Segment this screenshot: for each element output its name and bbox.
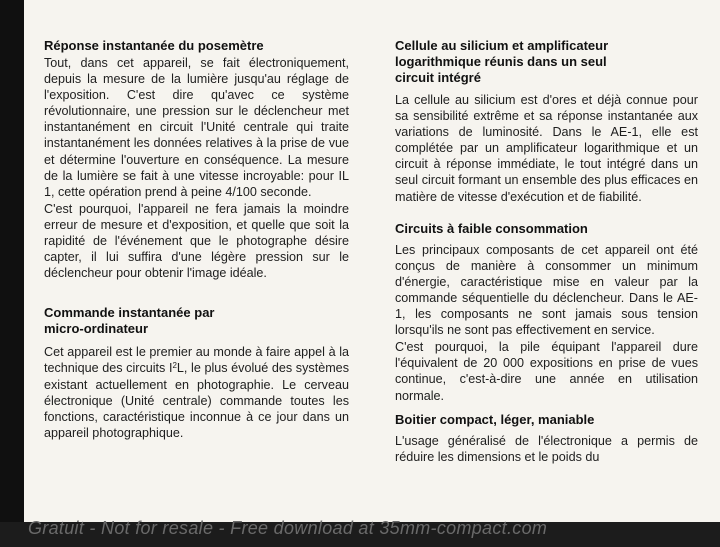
paragraph: L'usage généralisé de l'électronique a permis de réduire les dimensions et le poids du [395,433,698,464]
paragraph: La cellule au silicium est d'ores et déjà connue pour sa sensibilité extrême et sa réponse instantanée aux variations de luminosité. Dans le AE-1, elle est complétée par un amplificateur logarithmique et un circuit à réponse immédiate, le tout intégré dans un seul circuit formant un ensemble des plus efficaces en matière de vitesse d'exécution et de fiabilité. [395,93,698,204]
paragraph: Les principaux composants de cet appareil ont été conçus de manière à consommer un minimum d'énergie, caractéristique mise en valeur par la commande séquentielle du déclencheur. Dans le AE-1, les composants ne sont jamais sous tension lorsqu'ils ne sont pas effectivement en service. [395,242,698,338]
heading-line: Cellule au silicium et amplificateur [395,38,609,53]
paragraph [44,344,349,441]
watermark: Gratuit - Not for resale - Free download at 35mm-compact.com [28,518,548,538]
scan-edge [0,0,24,547]
text-run: L, le plus évolué des systèmes existant actuellement en photographie. Le cerveau électronique (Unité centrale) commande toutes les fonctions, caractéristique inconnue à ce jour dans un appareil photographique. [44,361,349,440]
section-heading: Boitier compact, léger, maniable [395,411,595,427]
heading-line: logarithmique réunis dans un seul [395,54,607,69]
text-run: Cet appareil est le premier au monde à faire appel à la technique des circuits I [44,345,349,376]
left-column [44,38,349,441]
section-heading: Circuits à faible consommation [395,220,588,236]
heading-line: micro-ordinateur [44,321,149,337]
section-heading [44,305,349,337]
paragraph: C'est pourquoi, la pile équipant l'appareil dure l'équivalent de 20 000 expositions en prise de vues continue, c'est-à-dire une année en utilisation normale. [395,340,698,403]
heading-line: Commande instantanée par [44,305,215,321]
section-heading: Réponse instantanée du posemètre [44,38,264,53]
heading-line: circuit intégré [395,70,481,85]
paragraph: Tout, dans cet appareil, se fait électroniquement, depuis la mesure de la lumière jusqu'au réglage de l'exposition. C'est dire qu'avec ce système révolutionnaire, une pression sur le déclencheur met instantanément en circuit l'Unité centrale qui traite instantanément les données relatives à la prise de vue et détermine l'ouverture en conséquence. La mesure de la lumière se fait à une vitesse incroyable: pour IL 1, cette opération prend à peine 4/100 seconde. [44,56,349,199]
section-heading [395,38,698,86]
right-column [395,38,698,465]
superscript: 2 [172,361,177,371]
paragraph: C'est pourquoi, l'appareil ne fera jamais la moindre erreur de mesure et d'exposition, et quelle que soit la rapidité de l'événement que le photographe désire capter, il lui suffira d'une légère pression sur le déclencheur pour obtenir l'image idéale. [44,201,349,281]
